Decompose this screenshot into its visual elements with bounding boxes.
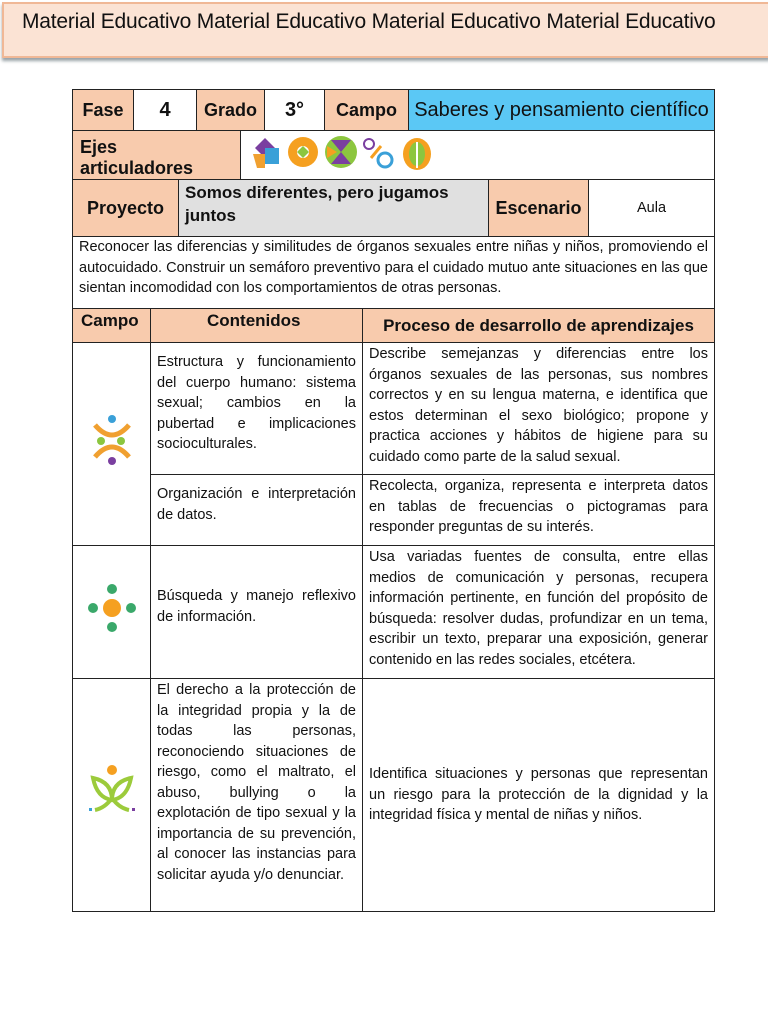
ejes-label: Ejes articuladores <box>72 130 241 180</box>
header-contenidos: Contenidos <box>150 308 363 343</box>
contenido-1: Estructura y funcionamiento del cuerpo humano: sistema sexual; cambios en la pubertad e implicaciones socioculturales. <box>150 342 363 475</box>
ejes-icons <box>240 130 715 180</box>
contenido-3: Búsqueda y manejo reflexivo de información. <box>150 545 363 679</box>
fase-label: Fase <box>72 89 134 131</box>
inclusion-icon <box>253 138 279 168</box>
de-lo-humano-icon <box>87 764 137 814</box>
campo-value: Saberes y pensamiento científico <box>408 89 715 131</box>
header-proceso: Proceso de desarrollo de aprendizajes <box>362 308 715 343</box>
grado-label: Grado <box>196 89 265 131</box>
campo-cell-1 <box>72 342 151 546</box>
ethics-nature-icon <box>87 415 137 465</box>
lenguajes-icon <box>87 583 137 633</box>
proyecto-label: Proyecto <box>72 179 179 237</box>
objetivo: Reconocer las diferencias y similitudes de órganos sexuales entre niñas y niños, promoviendo el autocuidado. Construir un semáforo preventivo para el cuidado mutuo ante situaciones en las que sientan incomodidad con los comportamientos de otras personas. <box>72 236 715 309</box>
escenario-label: Escenario <box>488 179 589 237</box>
escenario-value: Aula <box>588 179 715 237</box>
proceso-1: Describe semejanzas y diferencias entre los órganos sexuales de las personas, sus nombres correctos y en su lengua materna, e identifica que estos determinan el sexo biológico; propone y practica acciones y hábitos de higiene para su cuidado como parte de la salud sexual. <box>362 342 715 475</box>
proyecto-value: Somos diferentes, pero jugamos juntos <box>178 179 489 237</box>
campo-cell-3 <box>72 678 151 912</box>
header-campo: Campo <box>72 308 151 343</box>
equality-icon <box>364 139 392 167</box>
proceso-2: Recolecta, organiza, representa e interpreta datos en tablas de frecuencias o pictogramas para responder preguntas de su interés. <box>362 474 715 546</box>
proceso-4 <box>362 678 715 912</box>
contenido-2: Organización e interpretación de datos. <box>150 474 363 546</box>
proceso-3: Usa variadas fuentes de consulta, entre ellas medios de comunicación y personas, recupera información pertinente, en función del propósito de búsqueda: resolver dudas, profundizar en un tema, escribir un texto, preparar una exposición, generar contenido en las redes sociales, etcétera. <box>362 545 715 679</box>
proceso-4-text: Identifica situaciones y personas que representan un riesgo para la protección de la dignidad y la integridad física y mental de niñas y niños. <box>369 766 708 824</box>
interculturality-icon <box>325 136 357 168</box>
grado-value: 3° <box>264 89 325 131</box>
critical-thinking-icon <box>288 137 318 167</box>
campo-cell-2 <box>72 545 151 679</box>
banner-text: Material Educativo Material Educativo Material Educativo Material Educativo <box>22 10 716 33</box>
contenido-4: El derecho a la protección de la integridad propia y la de todas las personas, reconociendo situaciones de riesgo, como el maltrato, el abuso, bullying o la explotación de tipo sexual y la importancia de su prevención, al conocer las instancias para solicitar ayuda y/o denunciar. <box>150 678 363 912</box>
campo-label: Campo <box>324 89 409 131</box>
header-banner <box>2 2 768 58</box>
fase-value: 4 <box>133 89 197 131</box>
reading-icon <box>403 138 431 170</box>
